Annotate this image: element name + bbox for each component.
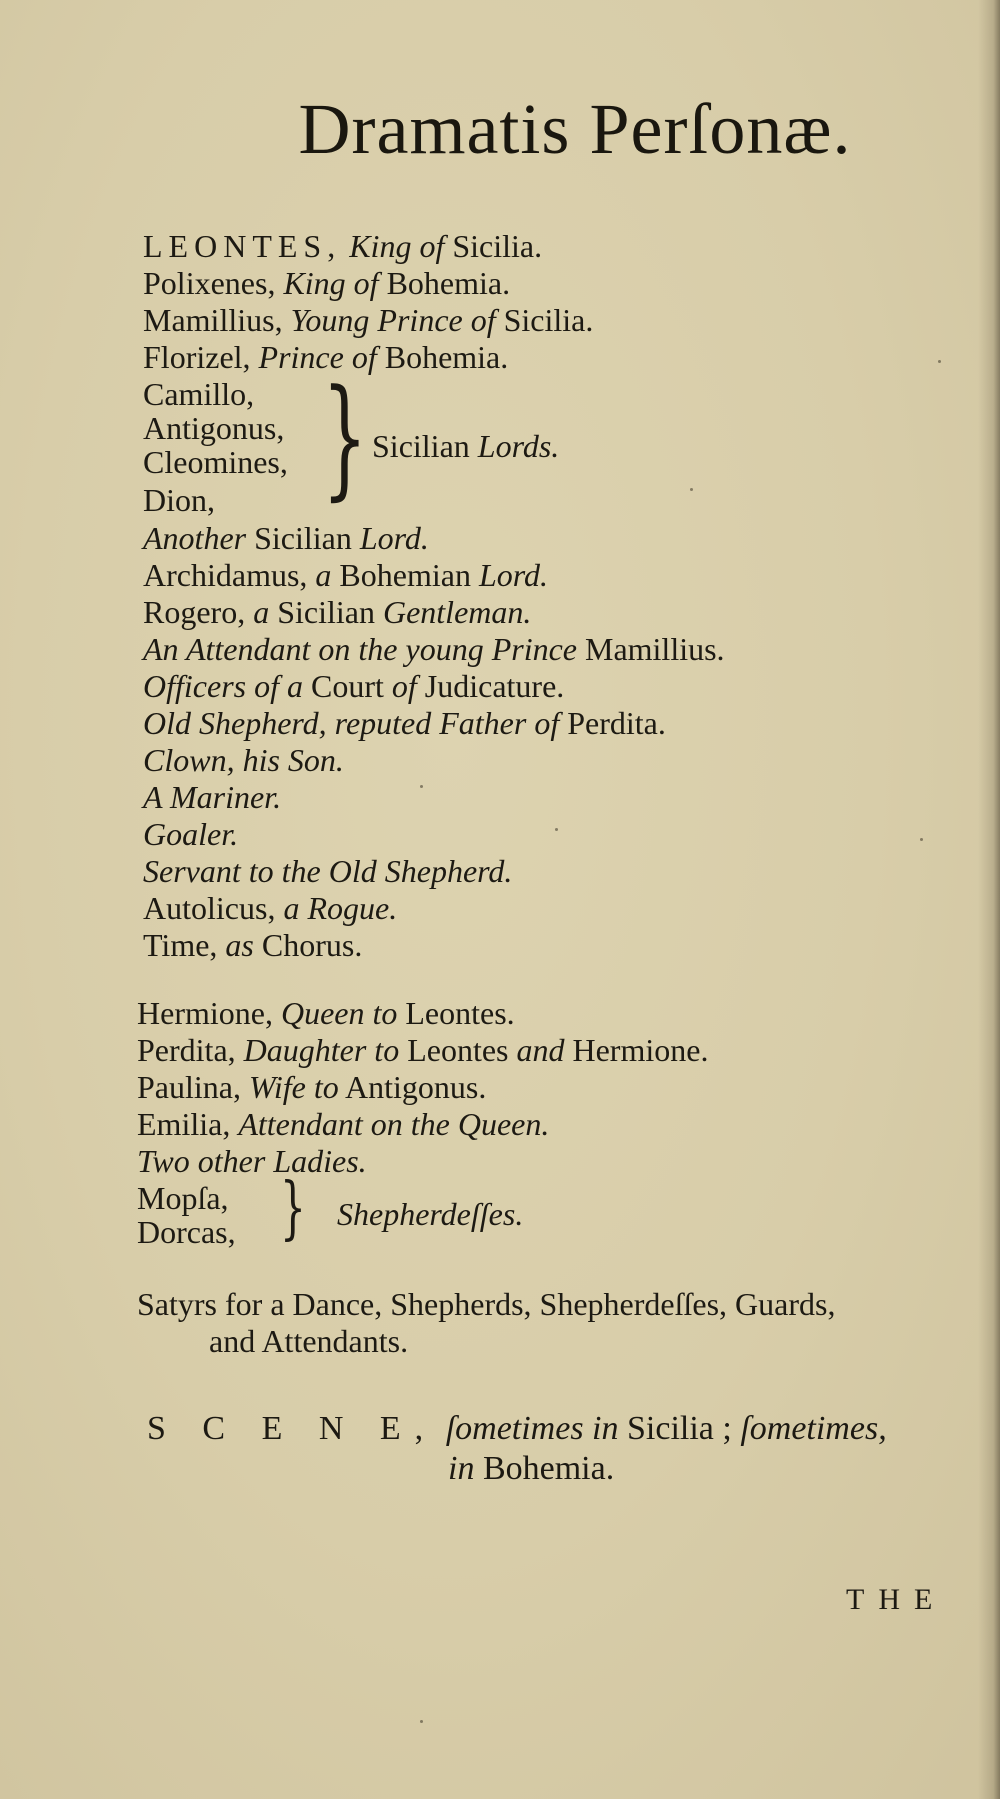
- character-place: Bohemia.: [384, 339, 509, 375]
- character-name: Mamillius,: [143, 302, 283, 338]
- cast-line: Goaler.: [143, 816, 239, 852]
- character-place: Sicilia.: [503, 302, 594, 338]
- cast-line: [143, 302, 593, 338]
- paper-speck: [938, 360, 941, 363]
- character-role: King of: [349, 228, 445, 264]
- lord-name: Dion,: [143, 482, 215, 518]
- character-place: Sicilia.: [452, 228, 543, 264]
- cast-line: Perdita, Daughter to Leontes and Hermione.: [137, 1032, 709, 1068]
- paper-speck: [420, 1720, 423, 1723]
- cast-line: [143, 265, 510, 301]
- cast-line: Rogero, a Sicilian Gentleman.: [143, 594, 532, 630]
- scene-heading: S C E N E, ſometimes in Sicilia ; ſometimes,: [147, 1410, 887, 1447]
- cast-line: Emilia, Attendant on the Queen.: [137, 1106, 550, 1142]
- cast-line: A Mariner.: [143, 779, 282, 815]
- group-brace: }: [280, 1169, 306, 1248]
- lord-name: Camillo,: [143, 376, 255, 412]
- cast-line: Clown, his Son.: [143, 742, 344, 778]
- lords-label: Sicilian Lords.: [372, 428, 560, 464]
- paper-speck: [690, 488, 693, 491]
- cast-line: Time, as Chorus.: [143, 927, 363, 963]
- cast-line: [143, 228, 542, 264]
- character-role: King of: [283, 265, 379, 301]
- shepherdess-name: Mopſa,: [137, 1180, 229, 1216]
- lord-name: Antigonus,: [143, 410, 285, 446]
- scene-heading-continued: in Bohemia.: [448, 1450, 615, 1487]
- paper-speck: [555, 828, 558, 831]
- cast-line: Autolicus, a Rogue.: [143, 890, 398, 926]
- cast-line: Another Sicilian Lord.: [143, 520, 429, 556]
- character-name: Polixenes,: [143, 265, 276, 301]
- character-role: Prince of: [258, 339, 377, 375]
- paper-speck: [920, 838, 923, 841]
- ensemble-line: Satyrs for a Dance, Shepherds, Shepherdeſſes, Guards,: [137, 1286, 836, 1322]
- lord-name: Cleomines,: [143, 444, 288, 480]
- cast-line: Servant to the Old Shepherd.: [143, 853, 513, 889]
- cast-line: Old Shepherd, reputed Father of Perdita.: [143, 705, 666, 741]
- group-brace: }: [322, 361, 368, 513]
- cast-line: An Attendant on the young Prince Mamillius.: [143, 631, 725, 667]
- cast-line: Officers of a Court of Judicature.: [143, 668, 565, 704]
- page-edge-shadow: [978, 0, 1000, 1799]
- cast-line: Hermione, Queen to Leontes.: [137, 995, 515, 1031]
- shepherdesses-label: Shepherdeſſes.: [337, 1196, 524, 1232]
- ensemble-line: and Attendants.: [209, 1323, 409, 1359]
- page-title: Dramatis Perſonæ.: [298, 89, 852, 169]
- cast-line: Two other Ladies.: [137, 1143, 367, 1179]
- catchword: THE: [846, 1583, 947, 1616]
- cast-line: Paulina, Wife to Antigonus.: [137, 1069, 487, 1105]
- character-role: Young Prince of: [290, 302, 496, 338]
- character-place: Bohemia.: [386, 265, 511, 301]
- character-name: LEONTES,: [143, 228, 342, 264]
- cast-line: Archidamus, a Bohemian Lord.: [143, 557, 548, 593]
- character-name: Florizel,: [143, 339, 251, 375]
- shepherdess-name: Dorcas,: [137, 1214, 236, 1250]
- paper-speck: [420, 785, 423, 788]
